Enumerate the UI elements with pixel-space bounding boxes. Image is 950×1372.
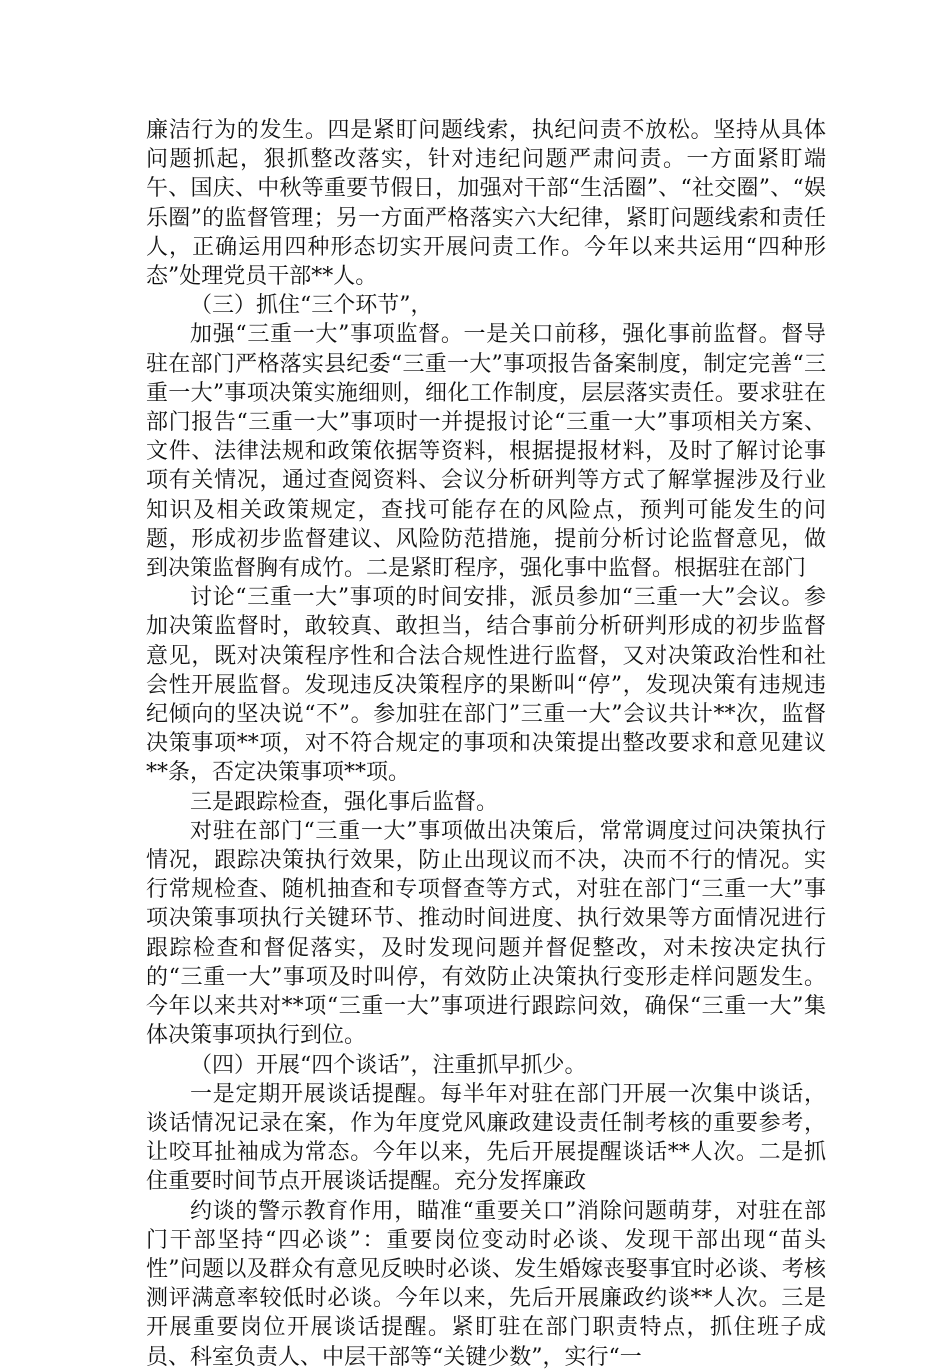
paragraph-4: 对驻在部门“三重一大”事项做出决策后，常常调度过问决策执行情况，跟踪决策执行效果，防止出现议而不决，决而不行的情况。实行常规检查、随机抽查和专项督查等方式，对驻在部门“三重一大”事项决策事项执行关键环节、推动时间进度、执行效果等方面情况进行跟踪检查和督促落实，及时发现问题并督促整改，对未按决定执行的“三重一大”事项及时叫停，有效防止决策执行变形走样问题发生。今年以来共对**项“三重一大”事项进行跟踪问效，确保“三重一大”集体决策事项执行到位。 xyxy=(146,818,826,1049)
paragraph-3: 讨论“三重一大”事项的时间安排，派员参加“三重一大”会议。参加决策监督时，敢较真、敢担当，结合事前分析研判形成的初步监督意见，既对决策程序性和合法合规性进行监督，又对决策政治性和社会性开展监督。发现违反决策程序的果断叫“停”，发现决策有违规违纪倾向的坚决说“不”。参加驻在部门”三重一大”会议共计**次，监督决策事项**项，对不符合规定的事项和决策提出整改要求和意见建议**条，否定决策事项**项。 xyxy=(146,585,826,786)
section-heading-3: （三）抓住“三个环节”， xyxy=(190,293,433,319)
paragraph-2: 加强“三重一大”事项监督。一是关口前移，强化事前监督。督导驻在部门严格落实县纪委“三重一大”事项报告备案制度，制定完善“三重一大”事项决策实施细则，细化工作制度，层层落实责任。要求驻在部门报告“三重一大”事项时一并提报讨论“三重一大”事项相关方案、文件、法律法规和政策依据等资料，根据提报材料，及时了解讨论事项有关情况，通过查阅资料、会议分析研判等方式了解掌握涉及行业知识及相关政策规定，查找可能存在的风险点，预判可能发生的问题，形成初步监督建议、风险防范措施，提前分析讨论监督意见，做到决策监督胸有成竹。二是紧盯程序，强化事中监督。根据驻在部门 xyxy=(146,322,826,582)
paragraph-5: 一是定期开展谈话提醒。每半年对驻在部门开展一次集中谈话，谈话情况记录在案，作为年度党风廉政建设责任制考核的重要参考，让咬耳扯袖成为常态。今年以来，先后开展提醒谈话**人次。二是抓住重要时间节点开展谈话提醒。充分发挥廉政 xyxy=(146,1081,826,1195)
document-body xyxy=(146,116,826,1372)
section-heading-4: （四）开展“四个谈话”，注重抓早抓少。 xyxy=(190,1052,587,1078)
subheading-post-supervision: 三是跟踪检查，强化事后监督。 xyxy=(190,789,499,815)
paragraph-1: 廉洁行为的发生。四是紧盯问题线索，执纪问责不放松。坚持从具体问题抓起，狠抓整改落实，针对违纪问题严肃问责。一方面紧盯端午、国庆、中秋等重要节假日，加强对干部“生活圈”、“社交圈”、“娱乐圈”的监督管理；另一方面严格落实六大纪律，紧盯问题线索和责任人，正确运用四种形态切实开展问责工作。今年以来共运用“四种形态”处理党员干部**人。 xyxy=(146,118,826,290)
paragraph-6: 约谈的警示教育作用，瞄准“重要关口”消除问题萌芽，对驻在部门干部坚持“四必谈”：重要岗位变动时必谈、发现干部出现“苗头性”问题以及群众有意见反映时必谈、发生婚嫁丧娶事宜时必谈、考核测评满意率较低时必谈。今年以来，先后开展廉政约谈**人次。三是开展重要岗位开展谈话提醒。紧盯驻在部门职责特点，抓住班子成员、科室负责人、中层干部等“关键少数”，实行“一 xyxy=(146,1198,826,1370)
